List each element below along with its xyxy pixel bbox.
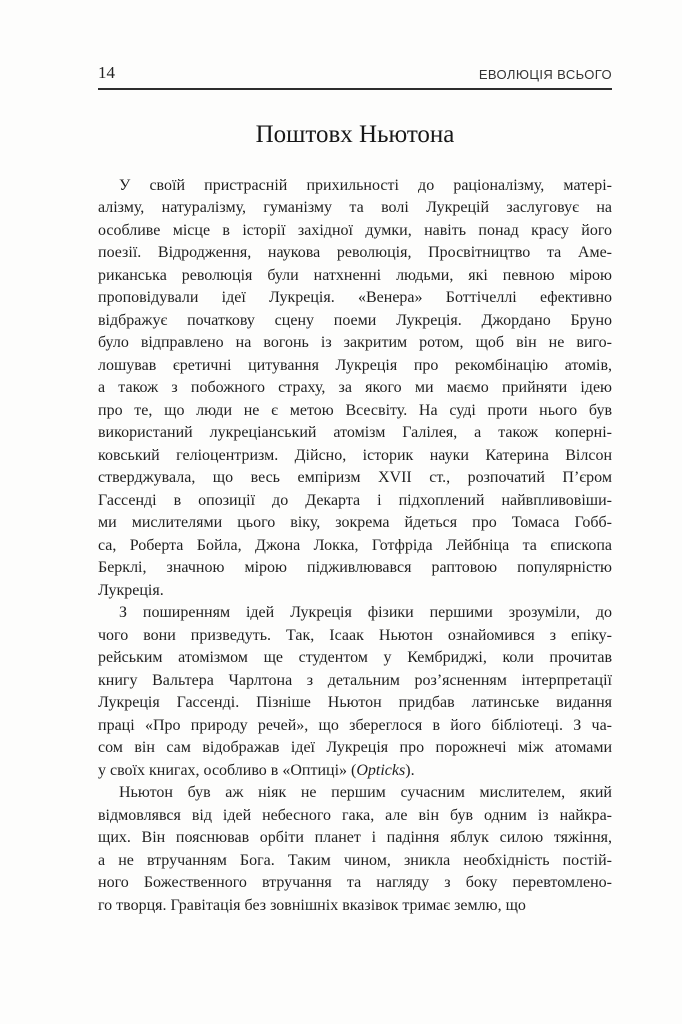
text-line: лошував єретичні цитування Лукреція про рекомбінацію атомів, — [98, 356, 612, 374]
text-line: са, Роберта Бойла, Джона Локка, Готфріда Лейбніца та єпископа — [98, 536, 612, 554]
running-title: ЕВОЛЮЦІЯ ВСЬОГО — [478, 67, 612, 82]
text-line: особливе місце в історії західної думки, навіть понад красу його — [98, 221, 612, 239]
text-line: го творця. Гравітація без зовнішніх вказівок тримає землю, що — [98, 896, 526, 914]
text-line: алізму, натуралізму, гуманізму та волі Лукрецій заслуговує на — [98, 199, 612, 216]
italic-text: Opticks — [356, 761, 406, 779]
text-line: поезії. Відродження, наукова революція, Просвітництво та Аме- — [98, 244, 612, 261]
text-line: Гассенді в опозиції до Декарта і підхоплений найвпливовіши- — [98, 491, 612, 509]
page-content — [98, 64, 612, 917]
text-line: книгу Вальтера Чарлтона з детальним роз’ясненням інтерпретації — [98, 671, 612, 689]
text-line: ного Божественного втручання та нагляду з боку перевтомлено- — [98, 874, 612, 891]
text-line: Лукреція. — [98, 581, 164, 599]
text-line: про те, що люди не є метою Всесвіту. На суді проти нього був — [98, 401, 612, 419]
text-line — [98, 760, 612, 783]
text-line: проповідували ідеї Лукреція. «Венера» Боттічеллі ефективно — [98, 289, 612, 306]
text-line: праці «Про природу речей», що збереглося в його бібліотеці. З ча- — [98, 716, 612, 734]
text-segment: у своїх книгах, особливо в «Оптиці» ( — [98, 761, 357, 779]
text-line: ми мислителями цього віку, зокрема йдеться про Томаса Гобб- — [98, 514, 612, 531]
page-number: 14 — [98, 63, 115, 82]
text-line: У своїй пристрасній прихильності до раціоналізму, матері- — [119, 176, 612, 194]
text-line: рейським атомізмом ще студентом у Кембриджі, коли прочитав — [98, 649, 612, 666]
chapter-title: Поштовх Ньютона — [255, 121, 455, 148]
text-line: відбражує початкову сцену поеми Лукреція. Джордано Бруно — [98, 311, 612, 329]
page-body — [98, 175, 612, 918]
text-line: Ньютон був аж ніяк не першим сучасним мислителем, який — [119, 784, 612, 801]
text-line: а не втручанням Бога. Таким чином, зникла необхідність постій- — [98, 851, 612, 869]
text-segment: ). — [405, 761, 415, 779]
text-line: використаний лукреціанський атомізм Галілея, а також коперні- — [98, 424, 612, 441]
text-line: чого вони призведуть. Так, Ісаак Ньютон ознайомився з епіку- — [98, 626, 612, 644]
text-line: ковський геліоцентризм. Дійсно, історик науки Катерина Вілсон — [98, 446, 612, 464]
text-line: відмовлявся від ідей небесного гака, але він був одним із найкра- — [98, 806, 612, 824]
text-line: сом він сам відображав ідеї Лукреція про порожнечі між атомами — [98, 739, 612, 756]
text-line: було відправлено на вогонь із закритим ротом, щоб він не виго- — [98, 334, 612, 351]
text-line: щих. Він пояснював орбіти планет і падіння яблук силою тяжіння, — [98, 829, 612, 846]
text-line: а також з побожного страху, за якого ми маємо прийняти ідею — [98, 379, 612, 396]
paragraph — [98, 175, 612, 603]
text-line: стверджувала, що весь емпіризм XVII ст., розпочатий П’єром — [98, 469, 612, 486]
running-head — [98, 64, 612, 90]
text-line: З поширенням ідей Лукреція фізики першими зрозуміли, до — [119, 604, 612, 621]
text-line: риканська революція були натхненні людьми, які певною мірою — [98, 266, 612, 284]
paragraph — [98, 602, 612, 782]
text-line: Берклі, значною мірою підживлювався раптовою популярністю — [98, 559, 612, 576]
text-line: Лукреція Гассенді. Пізніше Ньютон придбав латинське видання — [98, 694, 612, 711]
paragraph — [98, 782, 612, 917]
